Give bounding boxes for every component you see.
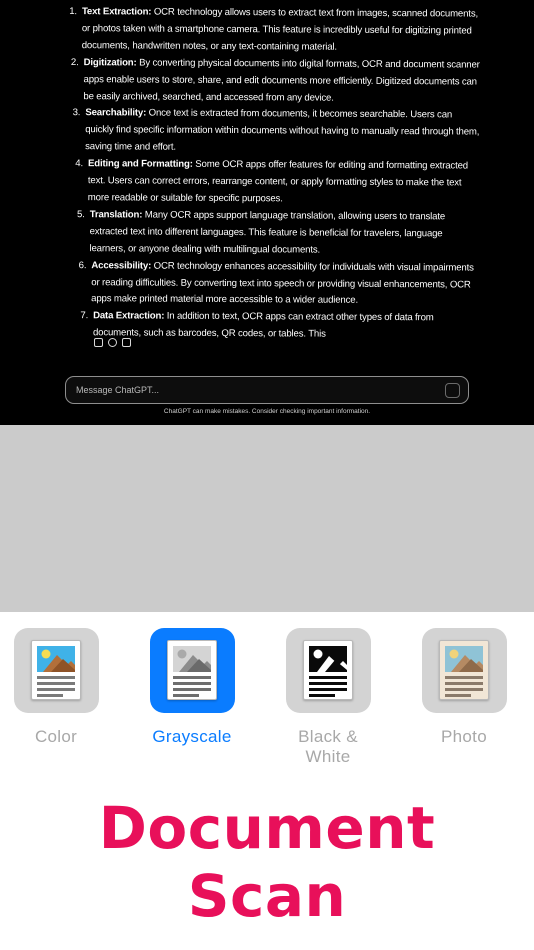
item-title: Accessibility: xyxy=(91,259,152,272)
chat-input-placeholder: Message ChatGPT... xyxy=(76,385,160,395)
chat-message-input xyxy=(65,376,469,404)
item-number: 3. xyxy=(72,107,81,119)
scanned-document-preview xyxy=(0,0,534,425)
item-text: OCR technology allows users to extract text from images, scanned documents, or photos taken with a smartphone camera. This feature is incredibly useful for digitizing printed documents, handwritten notes, or any text-containing material. xyxy=(81,6,479,53)
item-title: Digitization: xyxy=(83,56,137,69)
filter-tile[interactable] xyxy=(150,628,235,713)
headline-line-2: Scan xyxy=(187,862,347,930)
item-text: In addition to text, OCR apps can extract other types of data from documents, such as barcodes, QR codes, or tables. This xyxy=(92,310,434,340)
item-text: OCR technology enhances accessibility for individuals with visual impairments or reading difficulties. By converting text into speech or providing visual enhancements, OCR apps make printed material more accessible to a wider audience. xyxy=(91,260,474,307)
item-text: Many OCR apps support language translation, allowing users to translate extracted text into different languages. This feature is beneficial for travelers, language learners, or anyone dealing with multilingual documents. xyxy=(89,209,446,256)
item-number: 4. xyxy=(75,158,84,170)
item-title: Translation: xyxy=(89,209,143,221)
photo-document-icon xyxy=(439,640,489,700)
filter-option-photo[interactable] xyxy=(414,628,514,747)
document-text-list xyxy=(60,4,482,345)
list-item xyxy=(61,156,481,209)
item-number: 1. xyxy=(69,6,77,18)
item-number: 5. xyxy=(76,208,85,221)
filter-label: Photo xyxy=(441,727,487,746)
thumbs-down-icon xyxy=(122,338,131,347)
item-title: Text Extraction: xyxy=(81,6,152,18)
filter-option-black-white[interactable] xyxy=(278,628,378,767)
filter-tile[interactable] xyxy=(14,628,99,713)
item-number: 2. xyxy=(70,56,79,68)
regenerate-icon xyxy=(108,338,117,347)
canvas-background xyxy=(0,425,534,612)
item-text: By converting physical documents into digital formats, OCR and document scanner apps enable users to store, share, and edit documents more efficiently. Digitized documents can be easily archived, searched, and accessed from any device. xyxy=(83,57,480,104)
filter-label: Black & White xyxy=(298,727,358,766)
filter-options xyxy=(0,612,534,782)
item-title: Searchability: xyxy=(85,107,147,119)
list-item xyxy=(61,105,481,158)
filter-tile[interactable] xyxy=(286,628,371,713)
filter-label: Grayscale xyxy=(152,727,232,746)
item-text: Once text is extracted from documents, it becomes searchable. Users can quickly find specific information within documents without having to manually read through them, saving time and effort. xyxy=(85,107,480,153)
item-number: 7. xyxy=(80,310,89,322)
list-item xyxy=(61,55,481,108)
item-title: Editing and Formatting: xyxy=(87,158,193,170)
copy-icon xyxy=(94,338,103,347)
color-document-icon xyxy=(31,640,81,700)
item-number: 6. xyxy=(78,259,87,271)
chat-disclaimer: ChatGPT can make mistakes. Consider checking important information. xyxy=(163,408,371,415)
list-item xyxy=(62,4,482,57)
item-text: Some OCR apps offer features for editing and formatting extracted text. Users can correct errors, rearrange content, or apply formatting styles to make the text more readable or suitable for specific purposes. xyxy=(87,158,469,205)
filter-option-color[interactable] xyxy=(6,628,106,747)
promo-headline xyxy=(0,794,534,930)
headline-line-1: Document xyxy=(98,794,436,862)
filter-label: Color xyxy=(34,727,78,746)
item-title: Data Extraction: xyxy=(93,310,165,322)
list-item xyxy=(60,207,480,260)
grayscale-document-icon xyxy=(167,640,217,700)
list-item xyxy=(60,258,480,311)
filter-option-grayscale[interactable] xyxy=(142,628,242,747)
message-actions xyxy=(94,338,131,347)
filter-tile[interactable] xyxy=(422,628,507,713)
send-icon xyxy=(445,383,460,398)
black-white-document-icon xyxy=(303,640,353,700)
